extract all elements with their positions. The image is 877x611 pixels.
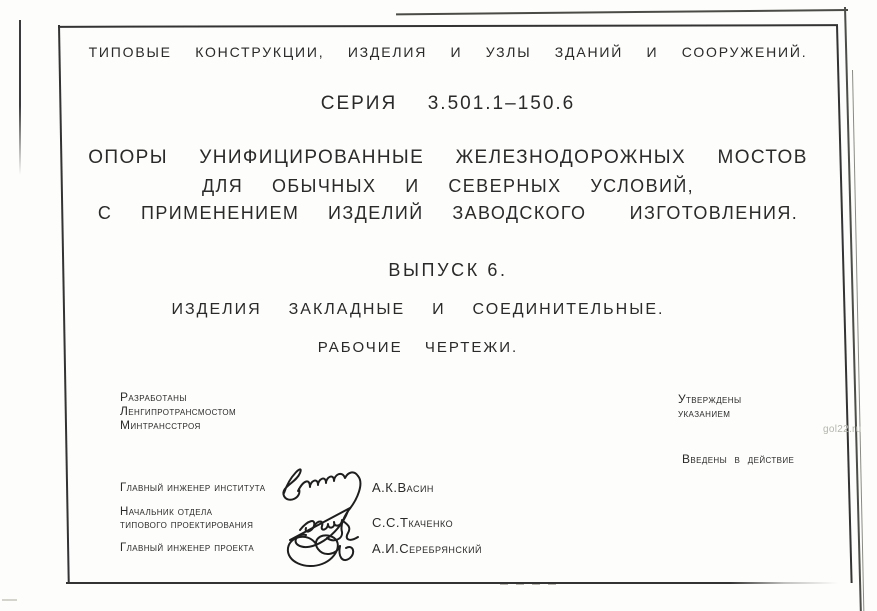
signature-role-chief-project-engineer: Главный инженер проекта <box>120 542 255 554</box>
page-edge-left-line <box>19 20 21 175</box>
scan-artifact-dash-2 <box>500 584 560 585</box>
signature-role-chief-engineer-institute: Главный инженер института <box>120 482 266 494</box>
approved-by-block: Утверждены указанием <box>678 392 742 420</box>
page-edge-top-line <box>396 9 848 15</box>
frame-border-right <box>836 25 853 583</box>
signature-name-serebryansky: А.И.Серебрянский <box>372 541 483 556</box>
developed-by-block: Разработаны Ленгипротрансмостом Минтрансстроя <box>120 390 237 432</box>
signature-role-head-of-typical-design: Начальник отдела типового проектирования <box>120 506 254 531</box>
watermark-text: gol22.ru <box>823 424 862 435</box>
frame-border-top <box>58 24 838 28</box>
title-line-1: ОПОРЫ УНИФИЦИРОВАННЫЕ ЖЕЛЕЗНОДОРОЖНЫХ МОСТОВ <box>88 147 808 168</box>
scan-artifact-dash <box>2 599 17 601</box>
title-line-2: ДЛЯ ОБЫЧНЫХ И СЕВЕРНЫХ УСЛОВИЙ, <box>201 176 695 196</box>
series-number: СЕРИЯ 3.501.1–150.6 <box>320 93 576 114</box>
frame-border-bottom <box>66 582 838 584</box>
signature-name-tkachenko: С.С.Ткаченко <box>372 515 454 530</box>
effective-note: Введены в действие <box>682 452 795 466</box>
subtitle-products: ИЗДЕЛИЯ ЗАКЛАДНЫЕ И СОЕДИНИТЕЛЬНЫЕ. <box>171 301 665 318</box>
title-line-3: С ПРИМЕНЕНИЕМ ИЗДЕЛИЙ ЗАВОДСКОГО ИЗГОТОВЛЕНИЯ. <box>97 203 799 223</box>
subtitle-drawings: РАБОЧИЕ ЧЕРТЕЖИ. <box>317 339 519 356</box>
document-category-header: ТИПОВЫЕ КОНСТРУКЦИИ, ИЗДЕЛИЯ И УЗЛЫ ЗДАНИЙ И СООРУЖЕНИЙ. <box>88 44 808 60</box>
signature-3 <box>280 528 360 576</box>
signature-name-vasin: А.К.Васин <box>372 480 434 495</box>
issue-number: ВЫПУСК 6. <box>388 260 508 280</box>
